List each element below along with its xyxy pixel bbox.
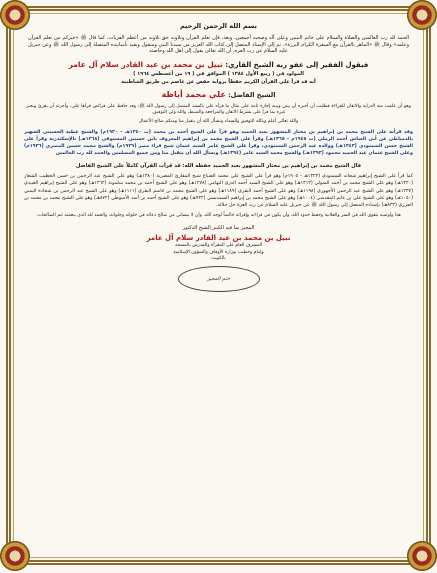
student-detail-2: أنه قد قرأ علي القرآن الكريم حفظاً برواية حفص عن عاصم من طريق الشاطبية bbox=[121, 79, 316, 86]
closing-paragraph: هذا وأوصيه بتقوى الله في السر والعلانية وحفظ حدود الله، وأن يكون في قراءته وإقرائه خالصاً لوجه الله، وأن لا ينساني من صالح دعائه في خلواته وجلواته، والحمد لله الذي بنعمته تتم الصالحات. bbox=[36, 213, 401, 219]
sanad-body: كما قرأ على الشيخ إبراهيم شحاته السمنودي (١٣٢٣هـ - ١٩٠٥م) وهو قرأ على الشيخ علي محمد الضباع شيخ المقارئ المصرية (١٣٨٠هـ) وهو على الشيخ عبد الرحمن بن حسن الخطيب الشعار (١٣٢٠هـ) وهو على الشيخ محمد بن أحمد المتولي (١٣١٣هـ) وهو على الشيخ السيد أحمد الدري التهامي (١٢٧٨هـ) وهو على الشيخ أحمد بن محمد سلمونة (١٢٦٢هـ) وهو على الشيخ إبراهيم العبيدي (١٢٣٧هـ) وهو على الشيخ عبد الرحمن الأجهوري (١١٩٨هـ) وهو على الشيخ أحمد البقري (١١٨٩هـ) وهو على الشيخ محمد بن قاسم البقري (١١١١هـ) وهو على الشيخ عبد الرحمن بن شحاذة اليمني (١٠٥٠هـ) وهو على الشيخ علي بن غانم المقدسي (١٠٠٤هـ) وهو على الشيخ محمد بن إبراهيم السمديسي (٩٣٢هـ) وهو على الشيخ أحمد بن أسد الأميوطي (٨٧٢هـ) وهو على الشيخ محمد بن محمد بن الجزري (٨٣٣هـ) بإسناده المتصل إلى رسول الله ﷺ عن جبريل عليه السلام عن رب العزة جل جلاله. bbox=[24, 174, 413, 208]
signature-name: نبيل بن محمد بن عبد القادر سلام آل عامر bbox=[146, 234, 291, 243]
paragraph-1: وهو أن علمت منه الدراية والاتقان للقراءة فطلبت أن أجيزه أن بيني وبينه إجازة تامة على مثال ما قرأه علي بالسند المتصل إلى رسول الله ﷺ، وقد حافظ على فرائض قرأها على، وأجزته أن يقرئ ويجيز غيره بما قرأ على بشرط الاتقان والمراجعة والضبط، والله ولي التوفيق. bbox=[26, 103, 411, 115]
student-line bbox=[22, 60, 415, 70]
student-prefix: فيقول الفقير إلى عفو ربه الشيخ القاري: bbox=[225, 61, 369, 70]
intro-paragraph: الحمد لله رب العالمين والصلاة والسلام على خاتم النبيين وعلى آله وصحبه أجمعين، وبعد، فإن تعلم القرآن وتلاوته حق تلاوته من أعظم القربات، كما قال ﷺ «خيركم من تعلم القرآن وعلمه» وقال ﷺ «الماهر بالقرآن مع السفرة الكرام البررة». تم إلى الإسناد المتصل إلى كتاب الله العزيز من سيدنا النبي ومنقول ويقيد بأسانيده المتصلة إلى رسول الله ﷺ وعن جبريل عليه السلام عن رب العزة، أن الله تعالى يقول إلى أهل الله وخاصته bbox=[28, 34, 409, 55]
certificate-content bbox=[22, 20, 415, 551]
paragraph-2: والله تعالى أعلم وبالله التوفيق والسداد ونسأل الله أن يتقبل منا ومنكم صالح الأعمال bbox=[138, 119, 299, 125]
student-detail: المولود في ( ربيع الأول ١٣٨٤ ) الموافق في ( ١٩ من أغسطس ١٩٦٤ ) bbox=[133, 71, 304, 78]
sheikh-name: علي محمد أباظة bbox=[161, 89, 226, 99]
sanad-heading: قال الشيخ محمد بن إبراهيم بن مختار المشهور بعبد الحميد حفظه الله: قد قرأت القرآن كاملاً على الشيخ الفاضل bbox=[75, 163, 362, 170]
basmala: بسم الله الرحمن الرحيم bbox=[180, 22, 257, 30]
seal-text: ختم المجيز bbox=[207, 276, 230, 283]
student-name: نبيل بن محمد بن عبد القادر سلام آل عامر bbox=[68, 60, 223, 70]
signature-prefix: المجيز بما فيه الكبير الشيخ الدكتور bbox=[182, 225, 255, 232]
signature-line-1: المشرف العام على المقرأة والمدرس بالمسجد bbox=[174, 243, 263, 249]
sheikh-line bbox=[22, 90, 415, 101]
signature-line-3: بالكويت bbox=[211, 256, 226, 262]
signature-block bbox=[22, 225, 415, 292]
seal-stamp-icon bbox=[178, 266, 260, 292]
chain-paragraph: وقد قرأته على الشيخ محمد بن إبراهيم بن مختار المشهور بعبد الحميد وهو قرأ على الشيخ أحمد بن محمد (ت ١٣٤٠هـ - ١٩٢٠م) والشيخ عطية الحسيني الشهير بالدمياطي عن أبي العباس أحمد الرملي (ت ١٩٤٥م - ١٣٦٥هـ) وقرأ على الشيخ محمد بن إبراهيم المعروف بابن حسنين المستوفى (١٢٦٨هـ) بالإسكندرية وقرأ على الشيخ حسن السمنودي (١٣٤٣هـ) ووالده عبد الرحمن السمنودي، وقرأ علي الشيخ عامر السيد عثمان شيخ قراء مصر (١٩٢٩م) والشيخ محمد حسين المصري (١٩٣٦م) وعلي الشيخ عثمان عبد الحميد محمود (١٣٩٣هـ) والشيخ محمد السيد عامر (١٣٩٤هـ) ونسأل الله أن يتقبل منا ومن جميع المسلمين والحمد لله رب العالمين bbox=[24, 130, 414, 157]
sheikh-prefix: الشيخ الفاضل: bbox=[228, 90, 276, 99]
signature-line-2: وإمام وخطيب بوزارة الأوقاف والشؤون الإسلامية bbox=[173, 249, 264, 255]
